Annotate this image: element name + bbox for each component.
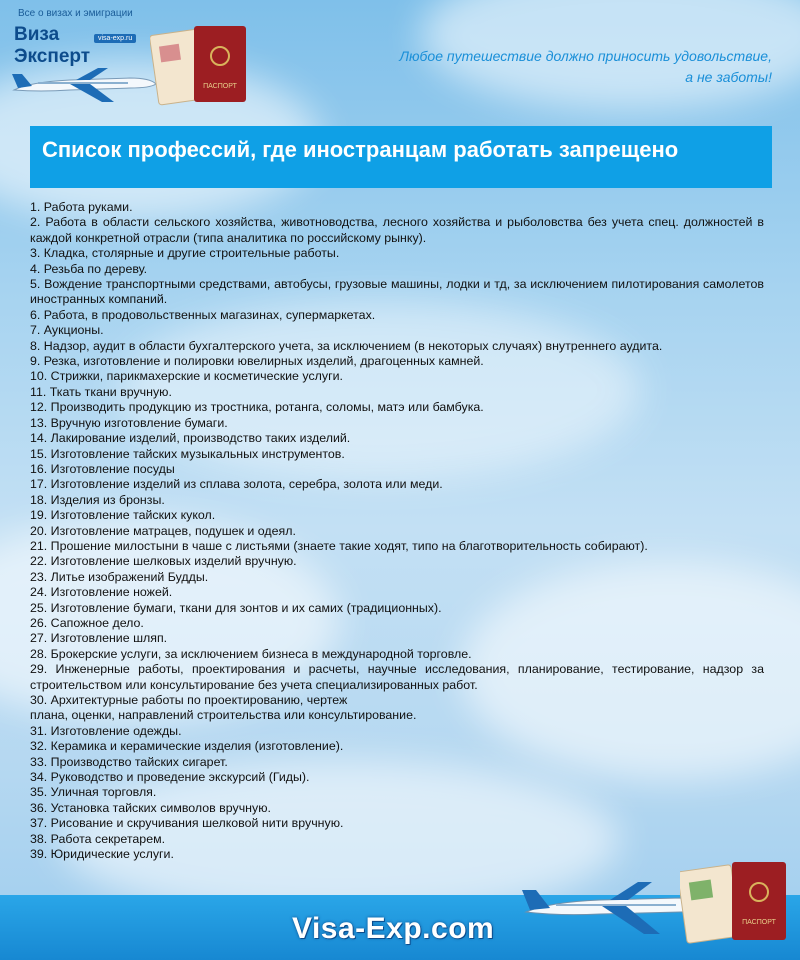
list-item: 13. Вручную изготовление бумаги. xyxy=(30,415,228,430)
page-title: Список профессий, где иностранцам работать запрещено xyxy=(30,126,772,188)
list-item: 30. Архитектурные работы по проектированию, чертеж плана, оценки, направлений строительства или консультирование. xyxy=(30,693,417,723)
list-item: 16. Изготовление посуды xyxy=(30,461,175,476)
footer-passport-label: ПАСПОРТ xyxy=(742,919,776,926)
list-item: 24. Изготовление ножей. xyxy=(30,585,173,600)
list-item: 3. Кладка, столярные и другие строительные работы. xyxy=(30,246,340,261)
list-item: 9. Резка, изготовление и полировки ювелирных изделий, драгоценных камней. xyxy=(30,354,484,369)
list-item: 22. Изготовление шелковых изделий вручную. xyxy=(30,554,297,569)
list-item: 28. Брокерские услуги, за исключением бизнеса в международной торговле. xyxy=(30,646,472,661)
list-item: 31. Изготовление одежды. xyxy=(30,723,182,738)
list-item: 19. Изготовление тайских кукол. xyxy=(30,508,216,523)
list-item: 26. Сапожное дело. xyxy=(30,615,144,630)
passport-icon xyxy=(150,22,250,112)
list-item: 1. Работа руками. xyxy=(30,200,133,214)
list-item: 17. Изготовление изделий из сплава золота, серебра, золота или меди. xyxy=(30,477,443,492)
list-item: 25. Изготовление бумаги, ткани для зонтов и их самих (традиционных). xyxy=(30,600,442,615)
header-slogan xyxy=(399,46,772,88)
list-item: 6. Работа, в продовольственных магазинах, супермаркетах. xyxy=(30,307,376,322)
list-item: 32. Керамика и керамические изделия (изготовление). xyxy=(30,739,344,754)
profession-list xyxy=(30,200,764,862)
list-item: 4. Резьба по дереву. xyxy=(30,261,148,276)
list-item: 36. Установка тайских символов вручную. xyxy=(30,800,271,815)
list-item: 20. Изготовление матрацев, подушек и одеял. xyxy=(30,523,296,538)
list-item: 7. Аукционы. xyxy=(30,323,104,338)
list-item: 33. Производство тайских сигарет. xyxy=(30,754,228,769)
logo-url-badge: visa-exp.ru xyxy=(94,34,136,43)
list-item: 8. Надзор, аудит в области бухгалтерского учета, за исключением (в некоторых случаях) внутреннего аудита. xyxy=(30,338,663,353)
list-item: 37. Рисование и скручивания шелковой нити вручную. xyxy=(30,816,344,831)
passport-label: ПАСПОРТ xyxy=(203,83,237,90)
slogan-line-1: Любое путешествие должно приносить удовольствие, xyxy=(399,48,772,64)
logo-line-2: Эксперт xyxy=(14,46,91,67)
list-item: 35. Уличная торговля. xyxy=(30,785,157,800)
footer-site-link[interactable]: Visa-Exp.com xyxy=(292,912,495,945)
list-item: 21. Прошение милостыни в чаше с листьями (знаете такие ходят, типо на благотворительность собирают). xyxy=(30,538,648,553)
footer-passport-icon xyxy=(680,856,790,946)
list-item: 15. Изготовление тайских музыкальных инструментов. xyxy=(30,446,345,461)
airplane-icon xyxy=(10,62,160,108)
list-item: 34. Руководство и проведение экскурсий (Гиды). xyxy=(30,770,310,785)
list-item: 23. Литье изображений Будды. xyxy=(30,569,209,584)
list-item: 2. Работа в области сельского хозяйства, животноводства, лесного хозяйства и рыболовства без учета спец. должностей в каждой конкретной отрасли (типа аналитика по российскому рынку). xyxy=(30,215,764,245)
logo-line-1: Виза xyxy=(14,24,60,45)
header-tagline: Все о визах и эмиграции xyxy=(18,8,133,19)
slogan-line-2: а не заботы! xyxy=(685,69,772,85)
list-item: 11. Ткать ткани вручную. xyxy=(30,384,172,399)
list-item: 39. Юридические услуги. xyxy=(30,847,174,862)
list-item: 5. Вождение транспортными средствами, автобусы, грузовые машины, лодки и тд, за исключением пилотирования самолетов иностранных компаний. xyxy=(30,277,764,307)
list-item: 12. Производить продукцию из тростника, ротанга, соломы, матэ или бамбука. xyxy=(30,400,484,415)
list-item: 27. Изготовление шляп. xyxy=(30,631,168,646)
list-item: 10. Стрижки, парикмахерские и косметические услуги. xyxy=(30,369,343,384)
list-item: 29. Инженерные работы, проектирования и расчеты, научные исследования, планирование, тестирование, надзор за строительством или консультирование без учета специализированных работ. xyxy=(30,662,764,692)
site-logo[interactable] xyxy=(10,22,250,112)
list-item: 14. Лакирование изделий, производство таких изделий. xyxy=(30,431,351,446)
list-item: 38. Работа секретарем. xyxy=(30,831,166,846)
list-item: 18. Изделия из бронзы. xyxy=(30,492,165,507)
